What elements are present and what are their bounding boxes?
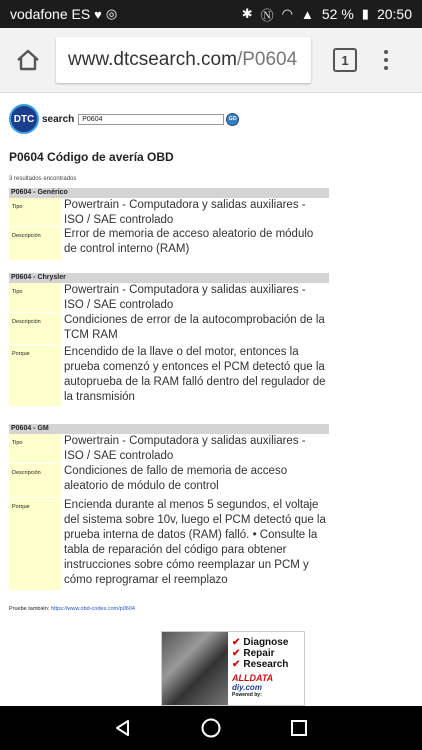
row-value: Condiciones de error de la autocomprobación de la TCM RAM xyxy=(61,313,329,344)
home-button[interactable] xyxy=(8,40,48,80)
row-value: Encienda durante al menos 5 segundos, el voltaje del sistema sobre 10v, luego el PCM detectó que la prueba interna de datos (RAM) falló. • Consulte la tabla de reparación del código para obtener instrucciones sobre cómo reemplazar un PCM y cómo reprogramar el reemplazo xyxy=(61,498,329,590)
table-row xyxy=(9,498,329,591)
table-row xyxy=(9,434,329,464)
overflow-menu-icon[interactable] xyxy=(381,50,391,70)
section-heading: P0604 - Genérico xyxy=(9,188,329,198)
recents-icon[interactable] xyxy=(289,718,309,738)
web-content xyxy=(0,94,422,706)
ad-text: ✔ Diagnose ✔ Repair ✔ Research ALLDATA diy.com Powered by: xyxy=(228,632,304,705)
check-icon: ✔ xyxy=(232,637,241,648)
row-key: Tipo xyxy=(9,434,61,463)
table-row xyxy=(9,198,329,227)
clock: 20:50 xyxy=(376,6,412,22)
row-key: Tipo xyxy=(9,283,61,312)
status-bar xyxy=(0,0,422,28)
row-key: Porque xyxy=(9,498,61,590)
site-header xyxy=(9,104,239,134)
system-nav-bar xyxy=(0,706,422,750)
row-value: Powertrain - Computadora y salidas auxiliares - ISO / SAE controlado xyxy=(61,198,329,226)
row-key: Descripción xyxy=(9,464,61,497)
alldata-ad[interactable] xyxy=(161,631,305,706)
nfc-icon: Ⓝ xyxy=(260,7,274,23)
logo-search-label: search xyxy=(42,113,75,125)
row-value: Error de memoria de acceso aleatorio de módulo de control interno (RAM) xyxy=(61,227,329,260)
also-try-label: Pruebe también: xyxy=(9,606,50,612)
also-try-link[interactable]: https://www.obd-codes.com/p0604 xyxy=(50,606,135,612)
tab-count: 1 xyxy=(341,52,349,68)
row-key: Tipo xyxy=(9,198,61,226)
ad-engine-image xyxy=(162,632,228,705)
whatsapp-icon: ◎ xyxy=(105,6,118,21)
wifi-icon: ◠ xyxy=(281,6,293,21)
section-heading: P0604 - GM xyxy=(9,424,329,434)
row-value: Powertrain - Computadora y salidas auxiliares - ISO / SAE controlado xyxy=(61,283,329,312)
url-path: /P0604 xyxy=(236,49,298,70)
tabs-button[interactable] xyxy=(333,48,357,72)
table-row xyxy=(9,345,329,407)
url-domain: www.dtcsearch.com xyxy=(68,49,237,70)
row-key: Porque xyxy=(9,345,61,406)
home-nav-icon[interactable] xyxy=(200,717,222,739)
result-section-gm xyxy=(9,424,329,591)
check-icon: ✔ xyxy=(232,648,241,659)
section-heading: P0604 - Chrysler xyxy=(9,273,329,283)
bluetooth-icon: ✱ xyxy=(241,6,253,21)
go-button[interactable]: GO xyxy=(226,113,239,126)
browser-toolbar xyxy=(0,28,422,93)
dtc-logo[interactable]: DTC xyxy=(9,104,39,134)
table-row xyxy=(9,313,329,345)
back-icon[interactable] xyxy=(113,718,133,738)
home-icon xyxy=(15,48,41,72)
also-try xyxy=(9,606,135,612)
ad-brand-domain: diy.com xyxy=(232,683,262,692)
table-row xyxy=(9,464,329,498)
ad-brand: ALLDATA xyxy=(232,673,274,683)
table-row xyxy=(9,283,329,313)
signal-icon: ▲ xyxy=(301,6,314,22)
battery-label: 52 % xyxy=(321,6,354,22)
row-value: Encendido de la llave o del motor, entonces la prueba comenzó y entonces el PCM detectó que la autoprueba de la RAM falló dentro del regulador de la transmisión xyxy=(61,345,329,406)
row-value: Condiciones de fallo de memoria de acceso aleatorio de módulo de control xyxy=(61,464,329,497)
check-icon: ✔ xyxy=(232,659,241,670)
table-row xyxy=(9,227,329,261)
result-section-chrysler xyxy=(9,273,329,407)
row-key: Descripción xyxy=(9,227,61,260)
row-key: Descripción xyxy=(9,313,61,344)
code-search-input[interactable]: P0604 xyxy=(78,114,224,125)
battery-icon: ▮ xyxy=(361,6,369,21)
results-count: 3 resultados encontrados xyxy=(9,176,77,182)
heart-icon: ♥ xyxy=(94,6,102,22)
row-value: Powertrain - Computadora y salidas auxiliares - ISO / SAE controlado xyxy=(61,434,329,463)
url-field[interactable] xyxy=(56,37,311,83)
result-section-generic xyxy=(9,188,329,261)
ad-powered: Powered by: xyxy=(232,692,262,698)
page-title: P0604 Código de avería OBD xyxy=(9,150,174,164)
carrier-label: vodafone ES xyxy=(10,6,91,22)
